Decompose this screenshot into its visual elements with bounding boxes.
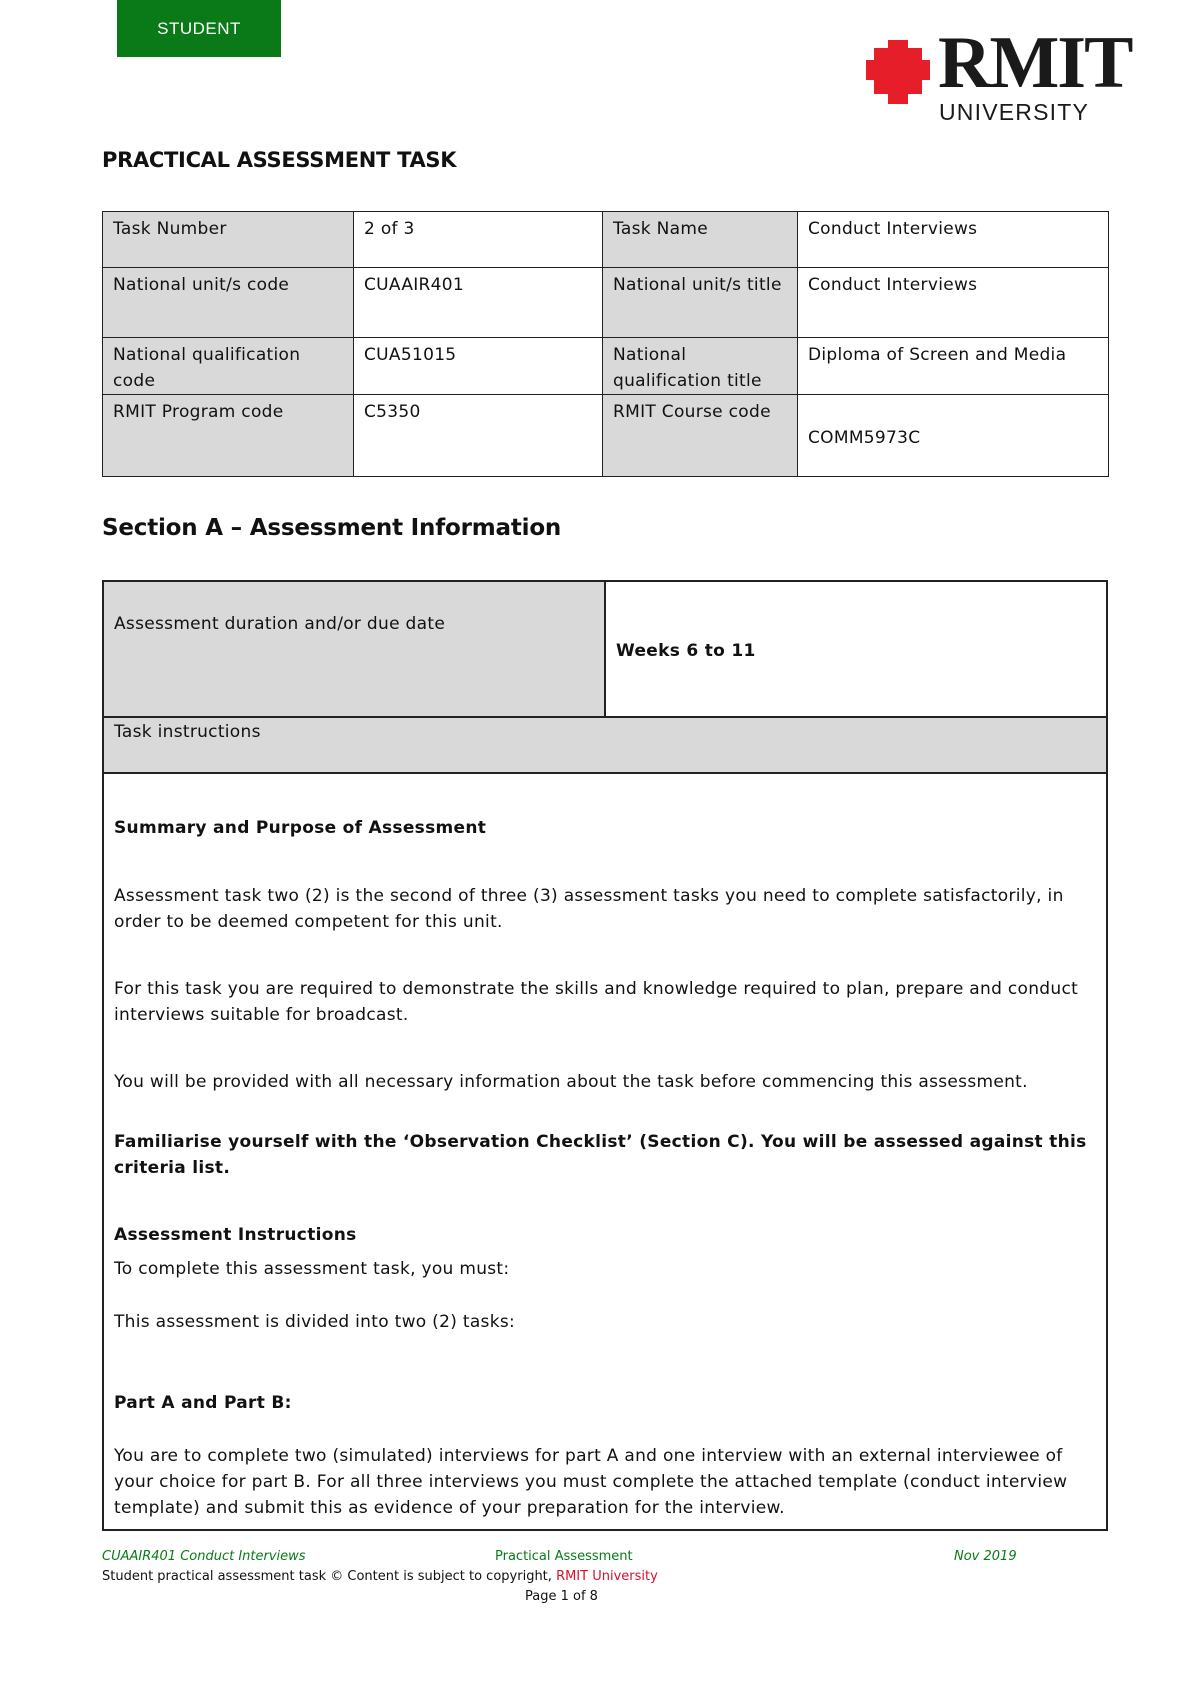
footer-copyright xyxy=(102,1567,1108,1587)
rmit-pixel-icon xyxy=(866,40,930,104)
unit-title-value: Conduct Interviews xyxy=(798,268,1109,338)
paragraph: Assessment task two (2) is the second of three (3) assessment tasks you need to complete satisfactorily, in order to be deemed competent for this unit. xyxy=(114,886,1064,932)
page-number: Page 1 of 8 xyxy=(525,1589,598,1604)
task-number-value: 2 of 3 xyxy=(354,212,603,268)
qual-code-label: National qualification code xyxy=(103,338,354,395)
parts-heading: Part A and Part B: xyxy=(114,1393,292,1413)
task-instructions-body xyxy=(114,774,1096,1521)
program-code-label: RMIT Program code xyxy=(103,395,354,477)
student-badge: STUDENT xyxy=(117,0,281,57)
paragraph: To complete this assessment task, you must: xyxy=(114,1259,510,1279)
section-a-heading: Section A – Assessment Information xyxy=(102,515,562,541)
copyright-org: RMIT University xyxy=(556,1569,658,1584)
rmit-logo xyxy=(866,22,1132,128)
paragraph: For this task you are required to demonstrate the skills and knowledge required to plan, prepare and conduct interviews suitable for broadcast. xyxy=(114,979,1079,1025)
document-title: PRACTICAL ASSESSMENT TASK xyxy=(102,148,457,172)
course-code-value: COMM5973C xyxy=(798,395,1109,477)
footer-date: Nov 2019 xyxy=(954,1549,1017,1564)
qual-title-value: Diploma of Screen and Media xyxy=(798,338,1109,395)
footer-doc-type: Practical Assessment xyxy=(495,1549,633,1564)
task-number-label: Task Number xyxy=(103,212,354,268)
footer-unit: CUAAIR401 Conduct Interviews xyxy=(102,1549,306,1564)
table-row xyxy=(103,395,1109,477)
task-name-value: Conduct Interviews xyxy=(798,212,1109,268)
checklist-notice: Familiarise yourself with the ‘Observation Checklist’ (Section C). You will be assessed against this criteria list. xyxy=(114,1132,1087,1178)
copyright-text: Student practical assessment task © Content is subject to copyright, xyxy=(102,1569,552,1584)
unit-title-label: National unit/s title xyxy=(603,268,798,338)
program-code-value: C5350 xyxy=(354,395,603,477)
paragraph: You are to complete two (simulated) interviews for part A and one interview with an external interviewee of your choice for part B. For all three interviews you must complete the attached template (conduct interview template) and submit this as evidence of your preparation for the interview. xyxy=(114,1446,1068,1518)
unit-code-label: National unit/s code xyxy=(103,268,354,338)
unit-code-value: CUAAIR401 xyxy=(354,268,603,338)
course-code-label: RMIT Course code xyxy=(603,395,798,477)
table-row xyxy=(103,268,1109,338)
task-info-table xyxy=(102,211,1109,477)
due-date-value: Weeks 6 to 11 xyxy=(606,582,1106,718)
due-date-label: Assessment duration and/or due date xyxy=(104,582,606,718)
page-footer xyxy=(102,1547,1108,1607)
paragraph: You will be provided with all necessary information about the task before commencing this assessment. xyxy=(114,1072,1028,1092)
qual-code-value: CUA51015 xyxy=(354,338,603,395)
instructions-heading: Assessment Instructions xyxy=(114,1225,357,1245)
logo-subtitle: UNIVERSITY xyxy=(939,99,1090,125)
paragraph: This assessment is divided into two (2) tasks: xyxy=(114,1312,516,1332)
summary-heading: Summary and Purpose of Assessment xyxy=(114,818,487,838)
task-name-label: Task Name xyxy=(603,212,798,268)
table-row xyxy=(103,212,1109,268)
assessment-info-box xyxy=(102,580,1108,1531)
qual-title-label: National qualification title xyxy=(603,338,798,395)
logo-wordmark: RMIT xyxy=(938,22,1132,104)
task-instructions-label: Task instructions xyxy=(104,718,1106,774)
table-row xyxy=(103,338,1109,395)
